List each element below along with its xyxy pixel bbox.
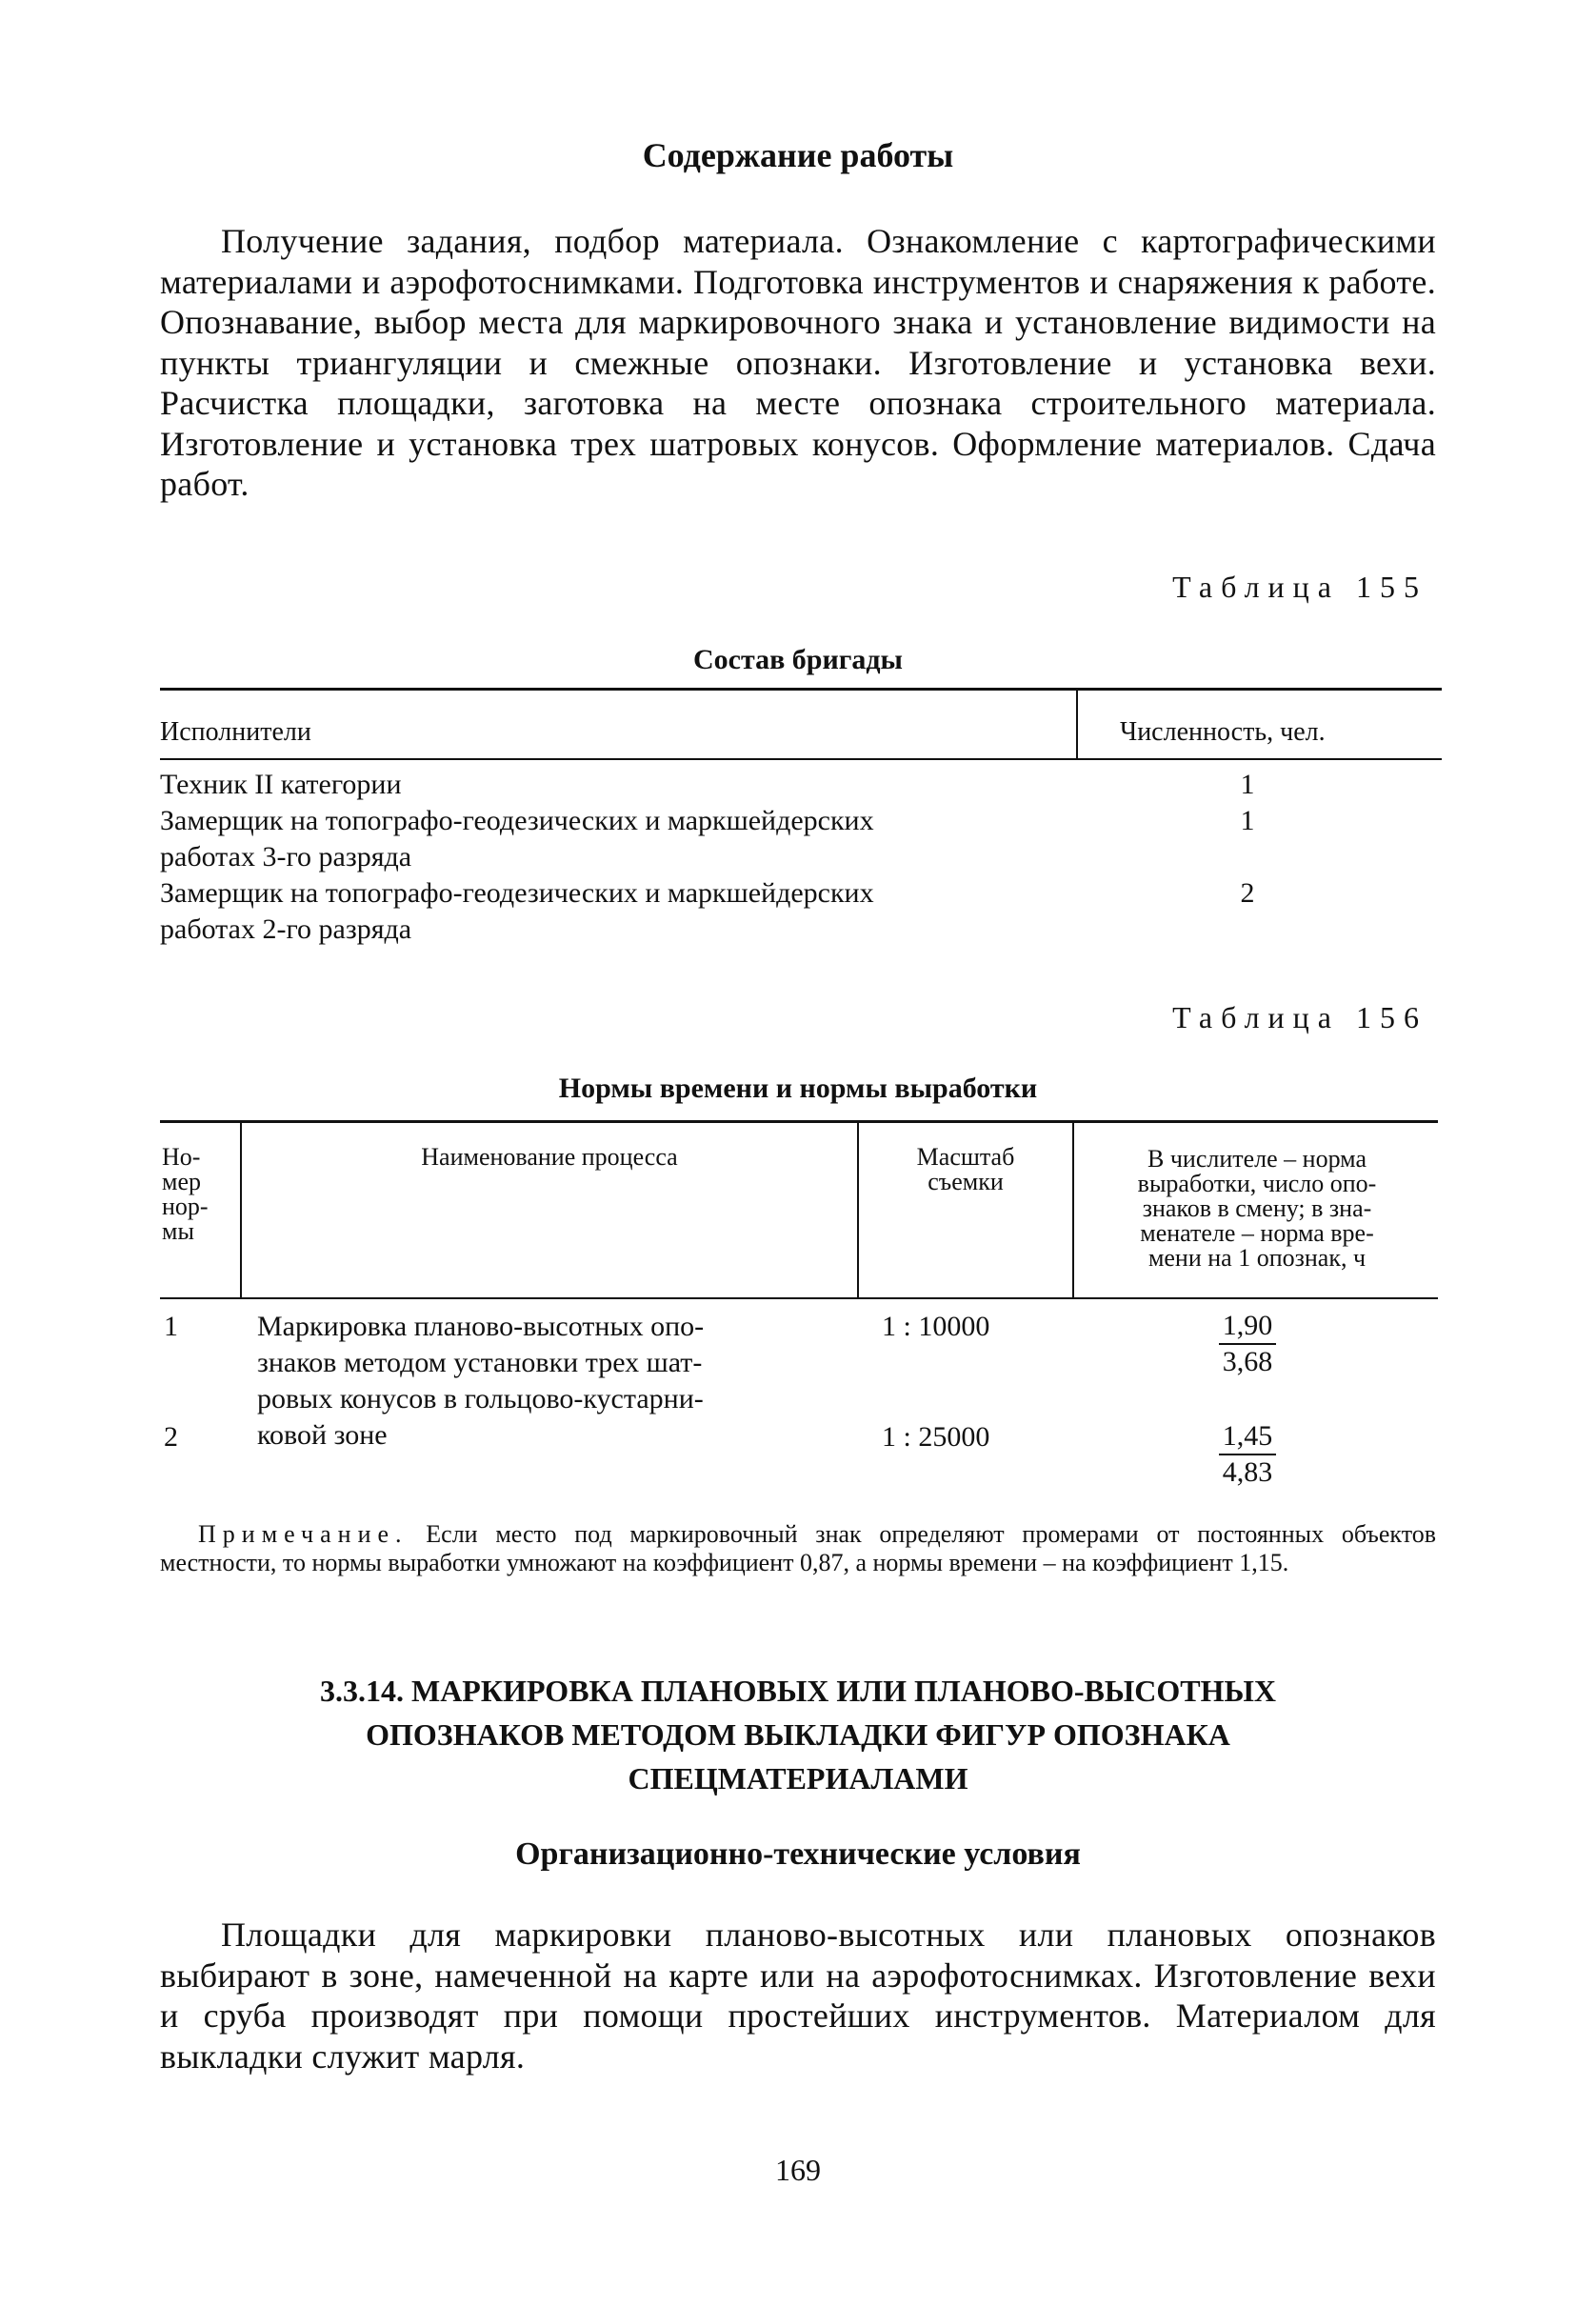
process-line: Маркировка планово-высотных опо- [257,1311,705,1342]
table-155-title: Состав бригады [693,644,903,675]
header-values [1076,1147,1438,1271]
header-scale [859,1145,1072,1194]
process-description [257,1309,704,1454]
numerator: 1,45 [1219,1419,1277,1455]
table-155-number: Таблица 155 [1172,570,1427,604]
denominator: 3,68 [1222,1346,1273,1377]
header-line: Масштаб [916,1143,1015,1171]
table-top-rule [160,1120,1438,1123]
norm-fraction [1190,1309,1305,1379]
section-heading [0,1669,1596,1800]
section-heading-line: ОПОЗНАКОВ МЕТОДОМ ВЫКЛАДКИ ФИГУР ОПОЗНАКА [366,1717,1230,1752]
numerator: 1,90 [1219,1309,1277,1345]
count-cell: 1 [1240,805,1255,836]
denominator: 4,83 [1222,1456,1273,1488]
table-header-rule [160,1297,1438,1299]
column-divider [1076,688,1078,760]
header-line: съемки [928,1168,1004,1195]
table-note [160,1520,1436,1577]
header-line: мени на 1 опознак, ч [1147,1244,1367,1272]
role-cell-continued: работах 3-го разряда [160,841,412,873]
role-cell-continued: работах 2-го разряда [160,913,412,945]
table-156-number: Таблица 156 [1172,1000,1427,1034]
role-cell: Замерщик на топографо-геодезических и маркшейдерских [160,805,874,836]
note-label: Примечание. [198,1520,409,1548]
header-line: мер [162,1168,201,1195]
header-norm-number [162,1145,209,1244]
process-line: ровых конусов в гольцово-кустарни- [257,1383,704,1414]
table-156-title: Нормы времени и нормы выработки [558,1073,1038,1104]
scale-cell: 1 : 10000 [882,1311,990,1342]
count-cell: 1 [1240,769,1255,800]
header-line: Но- [162,1143,201,1171]
process-line: ковой зоне [257,1419,388,1451]
header-line: знаков в смену; в зна- [1142,1194,1372,1222]
section-heading-line: СПЕЦМАТЕРИАЛАМИ [628,1761,968,1795]
intro-paragraph: Получение задания, подбор материала. Ознакомление с картографическими материалами и аэрофотоснимками. Подготовка инструментов и снаряжения к работе. Опознавание, выбор места для маркировочного знака и установление видимости на пункты триангуляции и смежные опознаки. Изготовление и установка вехи. Расчистка площадки, заготовка на месте опознака строительного материала. Изготовление и установка трех шатровых конусов. Оформление материалов. Сдача работ. [160,222,1436,503]
norm-number-cell: 1 [164,1311,178,1342]
header-performers: Исполнители [160,717,311,747]
subheading: Организационно-технические условия [515,1836,1081,1872]
section-heading-line: 3.3.14. МАРКИРОВКА ПЛАНОВЫХ ИЛИ ПЛАНОВО-ВЫСОТНЫХ [319,1674,1277,1708]
header-line: менателе – норма вре- [1140,1219,1374,1247]
note-text: Если место под маркировочный знак определяют промерами от постоянных объектов местности, то нормы выработки умножают на коэффициент 0,87, а нормы времени – на коэффициент 1,15. [160,1520,1436,1576]
page-number: 169 [775,2153,821,2187]
header-process: Наименование процесса [421,1143,678,1171]
norm-fraction [1190,1419,1305,1490]
table-top-rule [160,688,1442,691]
role-cell: Замерщик на топографо-геодезических и маркшейдерских [160,877,874,909]
role-cell: Техник II категории [160,769,402,800]
closing-paragraph: Площадки для маркировки планово-высотных или плановых опознаков выбирают в зоне, намеченной на карте или на аэрофотоснимках. Изготовление вехи и сруба производят при помощи простейших инструментов. Материалом для выкладки служит марля. [160,1916,1436,2076]
section-title: Содержание работы [642,136,954,174]
process-line: знаков методом установки трех шат- [257,1347,703,1378]
header-line: выработки, число опо- [1137,1170,1377,1197]
header-line: В числителе – норма [1147,1145,1367,1173]
count-cell: 2 [1240,877,1255,909]
header-headcount: Численность, чел. [1120,717,1326,747]
header-line: мы [162,1217,194,1245]
header-line: нор- [162,1193,209,1220]
scale-cell: 1 : 25000 [882,1421,990,1453]
norm-number-cell: 2 [164,1421,178,1453]
table-header-rule [160,758,1442,760]
column-divider [1072,1120,1074,1297]
